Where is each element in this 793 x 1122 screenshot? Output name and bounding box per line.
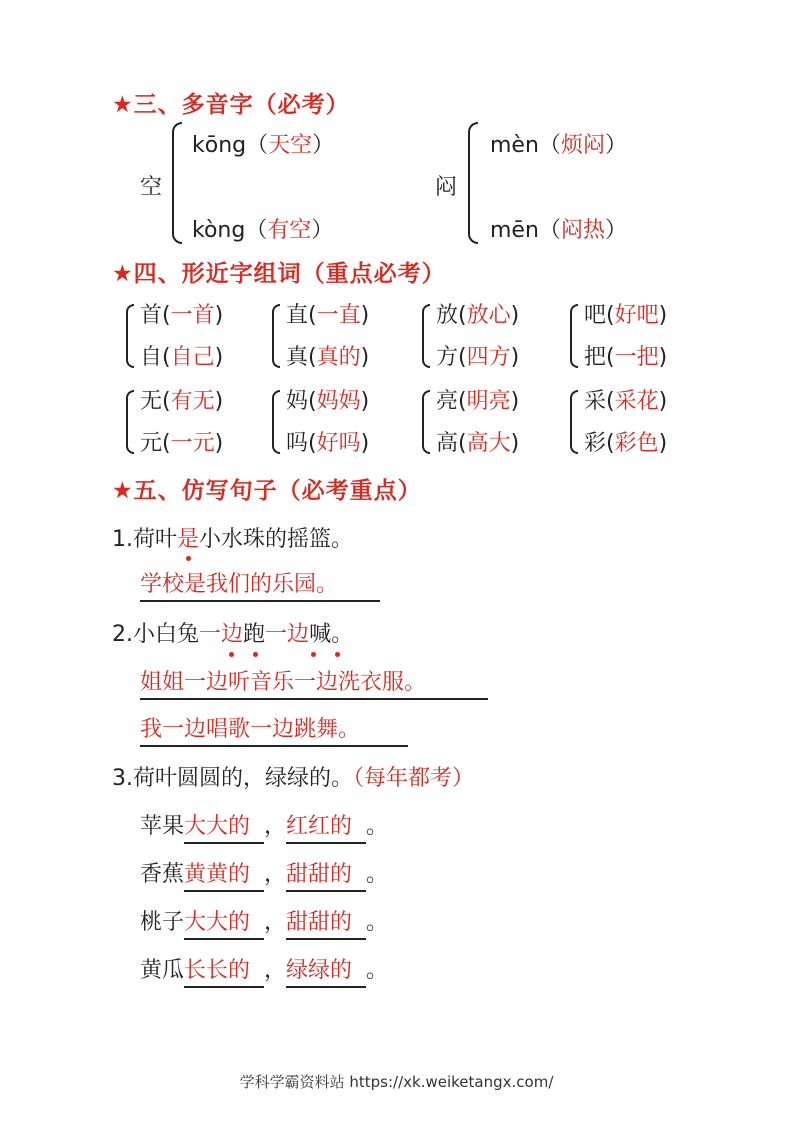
answer-line: 学校是我们的乐园。: [140, 567, 380, 602]
reading-item: kòng（有空）: [192, 218, 334, 243]
fill-line: 黄瓜长长的 ，绿绿的 。: [140, 953, 388, 988]
reading-item: mēn（闷热）: [490, 218, 627, 243]
fill-line: 苹果大大的 ，红红的 。: [140, 809, 388, 844]
fill-line: 桃子大大的 ，甜甜的 。: [140, 905, 388, 940]
reading-item: mèn（烦闷）: [490, 133, 627, 158]
fill-line: 香蕉黄黄的 ，甜甜的 。: [140, 857, 388, 892]
emphasis-dots: [229, 652, 379, 658]
answer-line: 姐姐一边听音乐一边洗衣服。: [140, 665, 488, 700]
polyphone-char: 空: [140, 175, 163, 200]
polyphone-char: 闷: [435, 175, 458, 200]
question-2: 2.小白兔一边跑一边喊。: [112, 622, 354, 647]
reading-item: kōng（天空）: [192, 133, 335, 158]
section-5-heading: ★五、仿写句子（必考重点）: [112, 478, 422, 504]
brace: [468, 122, 478, 244]
brace: [172, 122, 182, 244]
answer-line: 我一边唱歌一边跳舞。: [140, 712, 408, 747]
footer-watermark: 学科学霸资料站 https://xk.weiketangx.com/: [239, 1073, 554, 1091]
question-3: 3.荷叶圆圆的，绿绿的。（每年都考）: [112, 766, 475, 791]
star-icon: ★: [112, 92, 134, 118]
star-icon: ★: [112, 261, 134, 287]
question-1: 1.荷叶是小水珠的摇篮。: [112, 527, 354, 552]
section-4-heading: ★四、形近字组词（重点必考）: [112, 261, 446, 287]
section-3-heading: ★三、多音字（必考）: [112, 92, 350, 118]
star-icon: ★: [112, 478, 134, 504]
